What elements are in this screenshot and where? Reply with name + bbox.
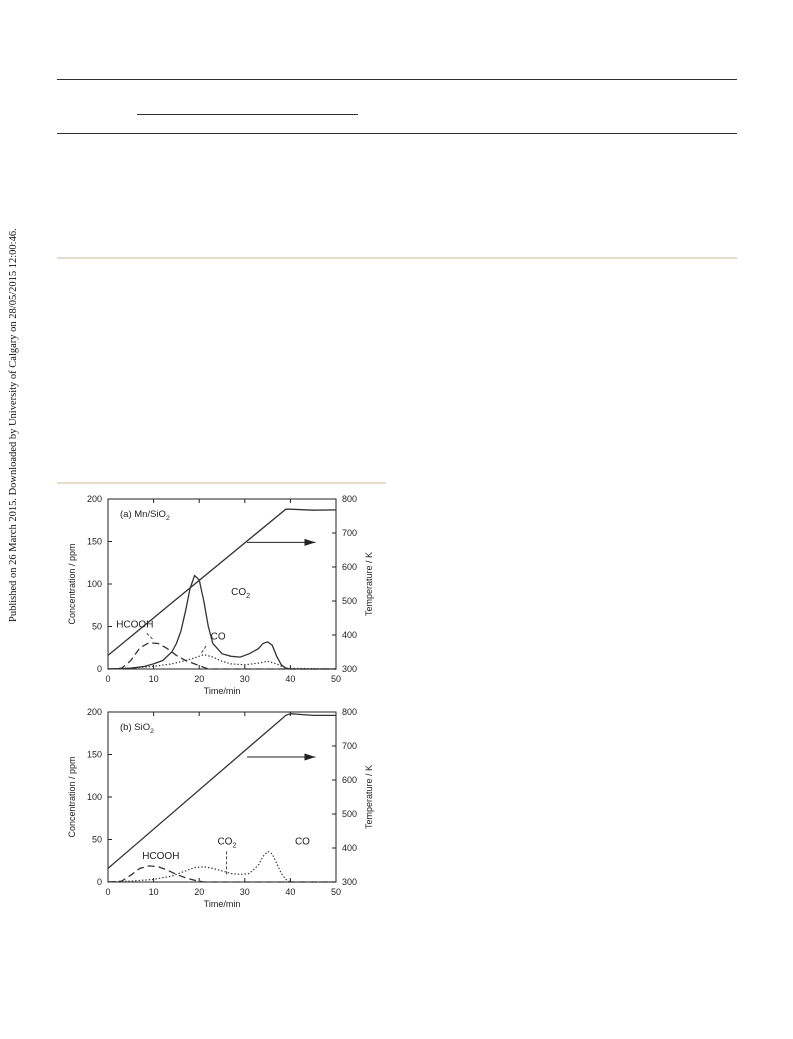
panel-b-x-tick-label: 0 xyxy=(105,887,111,897)
panel-a-annotation: HCOOH xyxy=(116,619,154,631)
section-divider xyxy=(57,257,737,259)
panel-b-annotation: CO xyxy=(294,836,310,848)
panel-b-series-1 xyxy=(108,866,336,882)
panel-a-series-2 xyxy=(108,643,336,669)
panel-b-y-tick-label: 50 xyxy=(91,834,102,845)
panel-b-temperature-arrowhead xyxy=(304,754,315,761)
panel-a-y-tick-label: 150 xyxy=(86,536,102,547)
table-top-rule xyxy=(57,79,737,80)
panel-a-y2-axis-label: Temperature / K xyxy=(364,551,374,617)
panel-b-y2-axis-label: Temperature / K xyxy=(364,764,374,830)
panel-a-temperature-arrowhead xyxy=(304,539,315,546)
panel-b-y-tick-label: 0 xyxy=(96,877,102,887)
panel-a-series-3 xyxy=(108,655,336,669)
panel-a-y2-tick-label: 800 xyxy=(342,494,358,504)
panel-a-y-axis-label: Concentration / ppm xyxy=(67,543,77,625)
panel-a-x-tick-label: 0 xyxy=(105,674,111,684)
panel-a-y-tick-label: 200 xyxy=(86,494,102,504)
panel-b-x-tick-label: 20 xyxy=(194,887,205,897)
panel-b-y2-tick-label: 300 xyxy=(342,877,358,887)
panel-a-y-tick-label: 0 xyxy=(96,664,102,674)
panel-a-x-tick-label: 40 xyxy=(285,674,296,684)
panel-a-annotation: $CO_2$ xyxy=(231,587,251,601)
panel-a-y2-tick-label: 700 xyxy=(342,528,358,538)
panel-b-x-tick-label: 30 xyxy=(239,887,250,897)
tpd-figure xyxy=(55,486,380,916)
panel-a-y-tick-label: 50 xyxy=(91,621,102,632)
panel-a-plot-frame xyxy=(108,499,336,669)
panel-b-y-axis-label: Concentration / ppm xyxy=(67,756,77,838)
panel-a-y2-tick-label: 400 xyxy=(342,630,358,640)
panel-b-y2-tick-label: 700 xyxy=(342,741,358,751)
panel-b-y-tick-label: 200 xyxy=(86,707,102,717)
publication-sidebar-note: Published on 26 March 2015. Downloaded by University of Calgary on 28/05/2015 12:00:46. xyxy=(8,228,19,622)
panel-b-annotation: $CO_2$ xyxy=(217,836,237,850)
panel-a-y2-tick-label: 300 xyxy=(342,664,358,674)
panel-a-y2-tick-label: 500 xyxy=(342,596,358,606)
panel-a-co-leader xyxy=(201,646,206,653)
table-header-rule xyxy=(57,133,737,134)
panel-a-x-tick-label: 30 xyxy=(239,674,250,684)
panel-a-panel-label: (a) Mn/SiO$_2$ xyxy=(120,509,170,522)
panel-b-x-axis-label: Time/min xyxy=(203,899,241,909)
panel-a-x-tick-label: 10 xyxy=(148,674,159,684)
panel-a-hcooh-leader xyxy=(147,633,154,640)
table-subheader-rule xyxy=(137,114,358,115)
panel-a-annotation: CO xyxy=(210,631,226,643)
panel-b-y2-tick-label: 600 xyxy=(342,775,358,785)
panel-b-panel-label: (b) SiO$_2$ xyxy=(120,722,154,735)
panel-b-y2-tick-label: 400 xyxy=(342,843,358,853)
panel-b-x-tick-label: 10 xyxy=(148,887,159,897)
panel-b-annotation: HCOOH xyxy=(142,851,180,863)
figure-divider xyxy=(57,482,386,484)
panel-b-y-tick-label: 150 xyxy=(86,749,102,760)
panel-b-x-tick-label: 50 xyxy=(330,887,342,897)
panel-b-y2-tick-label: 800 xyxy=(342,707,358,717)
panel-a-y-tick-label: 100 xyxy=(86,579,102,589)
panel-a-x-axis-label: Time/min xyxy=(203,686,241,696)
panel-b-y2-tick-label: 500 xyxy=(342,809,358,819)
panel-a-x-tick-label: 20 xyxy=(194,674,205,684)
panel-b-y-tick-label: 100 xyxy=(86,792,102,802)
panel-a-y2-tick-label: 600 xyxy=(342,562,358,572)
panel-b-x-tick-label: 40 xyxy=(285,887,296,897)
panel-a-x-tick-label: 50 xyxy=(330,674,342,684)
